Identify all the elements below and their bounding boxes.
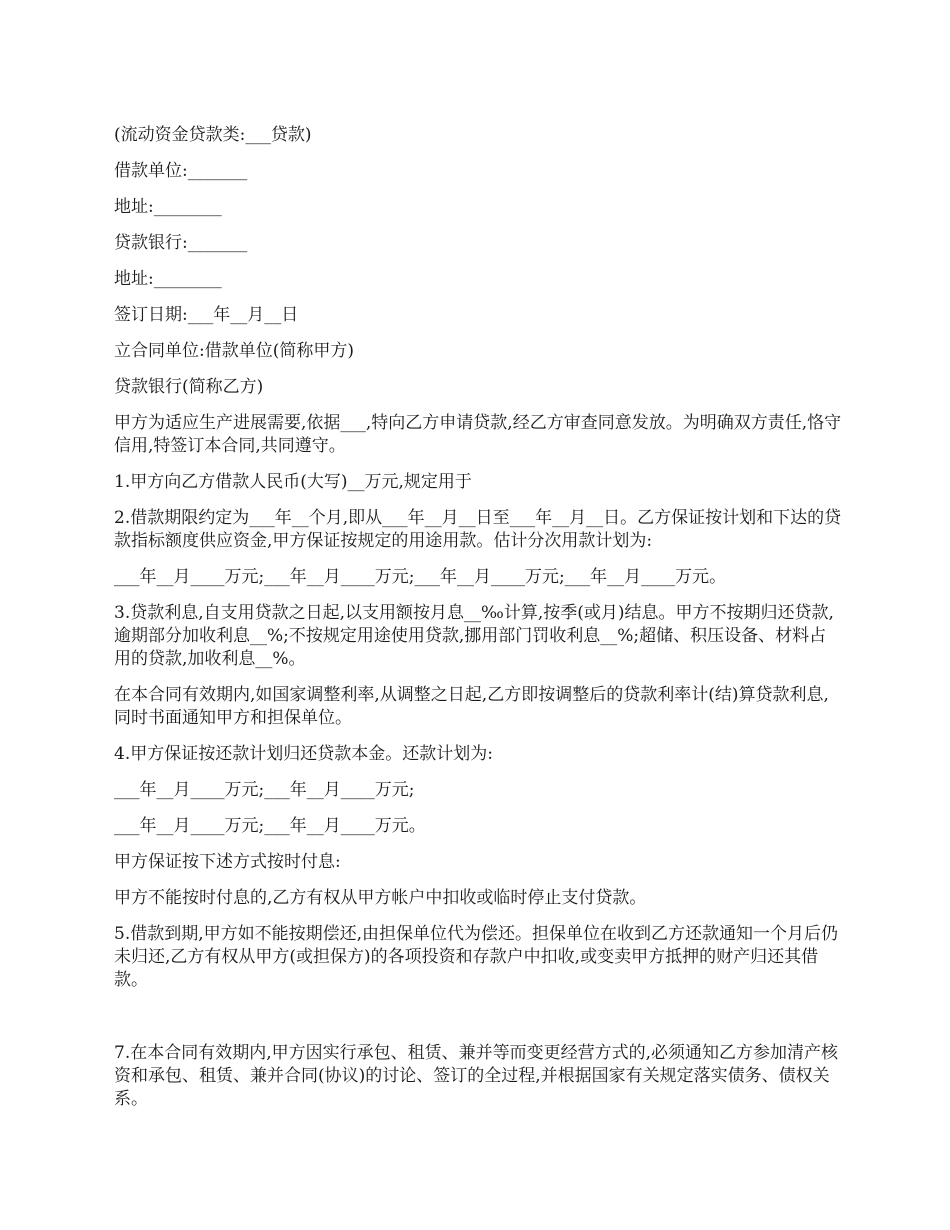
clause-1: 1.甲方向乙方借款人民币(大写)__万元,规定用于 <box>114 472 472 492</box>
loan-type-line: (流动资金贷款类:___贷款) <box>114 125 312 145</box>
party-a-line: 立合同单位:借款单位(简称甲方) <box>114 341 354 361</box>
clause-4: 4.甲方保证按还款计划归还贷款本金。还款计划为: <box>114 744 493 764</box>
preamble-paragraph: 甲方为适应生产进展需要,依据___,特向乙方申请贷款,经乙方审查同意发放。为明确双方责任,恪守信用,特签订本合同,共同遵守。 <box>114 413 842 456</box>
interest-payment-method-line: 甲方保证按下述方式按时付息: <box>114 852 341 872</box>
lender-address-line: 地址:________ <box>114 269 222 289</box>
lender-bank-line: 贷款银行:_______ <box>114 233 248 253</box>
clause-7: 7.在本合同有效期内,甲方因实行承包、租赁、兼并等而变更经营方式的,必须通知乙方参加清产核资和承包、租赁、兼并合同(协议)的讨论、签订的全过程,并根据国家有关规定落实债务、债权关系。 <box>114 1043 839 1109</box>
drawdown-schedule-line: ___年__月____万元;___年__月____万元;___年__月____万元;___年__月____万元。 <box>114 567 727 587</box>
clause-3: 3.贷款利息,自支用贷款之日起,以支用额按月息__‰计算,按季(或月)结息。甲方不按期归还贷款,逾期部分加收利息__%;不按规定用途使用贷款,挪用部门罚收利息__%;超储、积压设备、材料占用的贷款,加收利息__%。 <box>114 603 834 669</box>
clause-5: 5.借款到期,甲方如不能按期偿还,由担保单位代为偿还。担保单位在收到乙方还款通知一个月后仍未归还,乙方有权从甲方(或担保方)的各项投资和存款户中扣收,或变卖甲方抵押的财产归还其借款。 <box>114 924 839 990</box>
interest-adjustment-paragraph: 在本合同有效期内,如国家调整利率,从调整之日起,乙方即按调整后的贷款利率计(结)算贷款利息,同时书面通知甲方和担保单位。 <box>114 685 829 728</box>
party-b-line: 贷款银行(简称乙方) <box>114 377 264 397</box>
borrower-line: 借款单位:_______ <box>114 161 248 181</box>
interest-default-line: 甲方不能按时付息的,乙方有权从甲方帐户中扣收或临时停止支付贷款。 <box>114 888 647 908</box>
signing-date-line: 签订日期:___年__月__日 <box>114 305 299 325</box>
clause-2: 2.借款期限约定为___年__个月,即从___年__月__日至___年__月__日。乙方保证按计划和下达的贷款指标额度供应资金,甲方保证按规定的用途用款。估计分次用款计划为: <box>114 508 842 551</box>
repayment-schedule-line-2: ___年__月____万元;___年__月____万元。 <box>114 816 426 836</box>
contract-document <box>114 124 842 1111</box>
borrower-address-line: 地址:________ <box>114 197 222 217</box>
repayment-schedule-line-1: ___年__月____万元;___年__月____万元; <box>114 780 415 800</box>
